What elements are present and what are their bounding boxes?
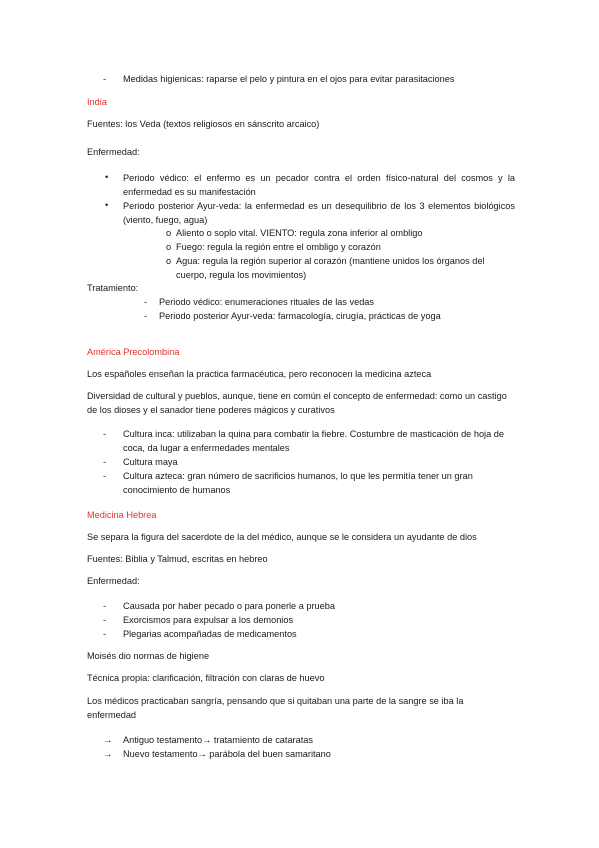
dash-marker: - [103,457,107,467]
paragraph: Tratamiento: [87,283,139,293]
list-item: Periodo védico: el enfermo es un pecador contra el orden físico-natural del cosmos y la enfermedad es su manifestación [123,173,515,197]
bullet-marker: • [105,172,109,182]
paragraph: Los españoles enseñan la practica farmacéutica, pero reconocen la medicina azteca [87,369,432,379]
section-heading-america: América Precolombina [87,347,180,357]
list-item: Plegarias acompañadas de medicamentos [123,629,297,639]
dash-marker: - [103,429,107,439]
circle-marker: o [166,256,172,266]
list-item: Nuevo testamento→ parábola del buen samaritano [123,749,331,759]
dash-marker: - [103,74,107,84]
list-item: Fuego: regula la región entre el ombligo y corazón [176,242,381,252]
dash-marker: - [103,471,107,481]
paragraph: Técnica propia: clarificación, filtración con claras de huevo [87,673,325,683]
dash-marker: - [103,601,107,611]
list-item: Agua: regula la región superior al corazón (mantiene unidos los órganos del cuerpo, regula los movimientos) [176,256,485,280]
list-item: Aliento o soplo vital. VIENTO: regula zona inferior al ombligo [176,228,423,238]
list-item: Periodo posterior Ayur-veda: farmacología, cirugía, prácticas de yoga [159,311,441,321]
dash-marker: - [103,615,107,625]
dash-marker: - [144,311,148,321]
paragraph: Fuentes: Biblia y Talmud, escritas en hebreo [87,554,268,564]
list-item: Causada por haber pecado o para ponerle a prueba [123,601,335,611]
list-item: Medidas higienicas: raparse el pelo y pintura en el ojos para evitar parasitaciones [123,74,455,84]
paragraph: Fuentes: los Veda (textos religiosos en sánscrito arcaico) [87,119,320,129]
circle-marker: o [166,242,172,252]
list-item: Cultura azteca: gran número de sacrificios humanos, lo que les permitía tener un gran conocimiento de humanos [123,471,473,495]
section-heading-hebrea: Medicina Hebrea [87,510,157,520]
circle-marker: o [166,228,172,238]
bullet-marker: • [105,200,109,210]
dash-marker: - [103,629,107,639]
list-item: Cultura maya [123,457,178,467]
list-item: Periodo posterior Ayur-veda: la enfermedad es un desequilibrio de los 3 elementos biológicos (viento, fuego, agua) [123,201,515,225]
paragraph: Diversidad de cultural y pueblos, aunque, tiene en común el concepto de enfermedad: como un castigo de los dioses y el sanador tiene poderes mágicos y curativos [87,391,507,415]
paragraph: Moisés dio normas de higiene [87,651,210,661]
paragraph: Enfermedad: [87,576,140,586]
dash-marker: - [144,297,148,307]
list-item: Exorcismos para expulsar a los demonios [123,615,294,625]
list-item: Cultura inca: utilizaban la quina para combatir la fiebre. Costumbre de masticación de hoja de coca, da lugar a enfermedades mentales [123,429,504,453]
section-heading-india: India [87,97,107,107]
arrow-icon: → [103,735,113,745]
list-item: Periodo védico: enumeraciones rituales de las vedas [159,297,375,307]
arrow-icon: → [103,749,113,759]
paragraph: Los médicos practicaban sangría, pensando que si quitaban una parte de la sangre se iba la enfermedad [87,696,464,720]
paragraph: Enfermedad: [87,147,140,157]
paragraph: Se separa la figura del sacerdote de la del médico, aunque se le considera un ayudante de dios [87,532,477,542]
list-item: Antiguo testamento→ tratamiento de cataratas [123,735,313,745]
